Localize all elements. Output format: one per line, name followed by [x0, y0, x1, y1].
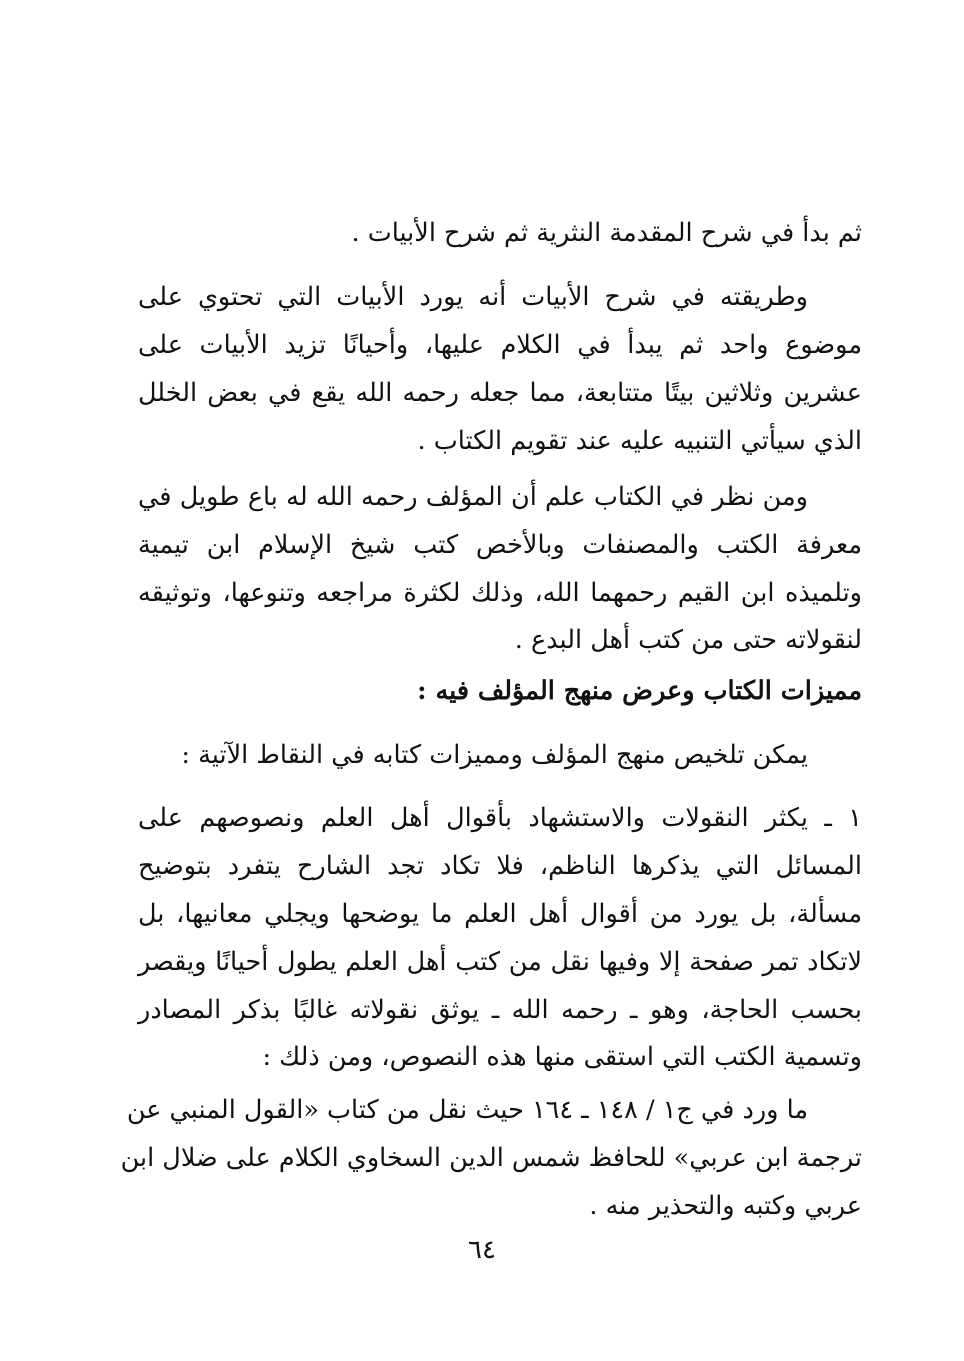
text-line: بحسب الحاجة، وهو ـ رحمه الله ـ يوثق نقولاته غالبًا بذكر المصادر: [138, 995, 862, 1025]
text-line: ما ورد في ج١ / ١٤٨ ـ ١٦٤ حيث نقل من كتاب «القول المنبي عن: [126, 1095, 808, 1125]
text-line: وتسمية الكتب التي استقى منها هذه النصوص، ومن ذلك :: [262, 1042, 862, 1072]
text-line: ومن نظر في الكتاب علم أن المؤلف رحمه الله له باع طويل في: [138, 482, 808, 512]
text-line: وتلميذه ابن القيم رحمهما الله، وذلك لكثرة مراجعه وتنوعها، وتوثيقه: [138, 578, 862, 608]
text-line: عشرين وثلاثين بيتًا متتابعة، مما جعله رحمه الله يقع في بعض الخلل: [138, 378, 862, 408]
text-line: المسائل التي يذكرها الناظم، فلا تكاد تجد الشارح يتفرد بتوضيح: [138, 851, 862, 881]
text-line: موضوع واحد ثم يبدأ في الكلام عليها، وأحيانًا تزيد الأبيات على: [138, 330, 862, 360]
text-line: لاتكاد تمر صفحة إلا وفيها نقل من كتب أهل العلم يطول أحيانًا ويقصر: [138, 947, 862, 977]
text-line: لنقولاته حتى من كتب أهل البدع .: [514, 625, 862, 655]
text-line: معرفة الكتب والمصنفات وبالأخص كتب شيخ الإسلام ابن تيمية: [138, 530, 862, 560]
text-line: مسألة، بل يورد من أقوال أهل العلم ما يوضحها ويجلي معانيها، بل: [138, 899, 862, 929]
text-line: ثم بدأ في شرح المقدمة النثرية ثم شرح الأبيات .: [351, 218, 862, 248]
text-line: عربي وكتبه والتحذير منه .: [589, 1191, 862, 1221]
section-heading: مميزات الكتاب وعرض منهج المؤلف فيه :: [417, 676, 862, 706]
text-line: يمكن تلخيص منهج المؤلف ومميزات كتابه في النقاط الآتية :: [181, 740, 808, 770]
text-line: ترجمة ابن عربي» للحافظ شمس الدين السخاوي الكلام على ضلال ابن: [120, 1143, 862, 1173]
page-number: ٦٤: [468, 1235, 496, 1265]
text-line: الذي سيأتي التنبيه عليه عند تقويم الكتاب .: [417, 426, 862, 456]
text-line: وطريقته في شرح الأبيات أنه يورد الأبيات التي تحتوي على: [138, 282, 808, 312]
text-line: ١ ـ يكثر النقولات والاستشهاد بأقوال أهل العلم ونصوصهم على: [138, 803, 862, 833]
